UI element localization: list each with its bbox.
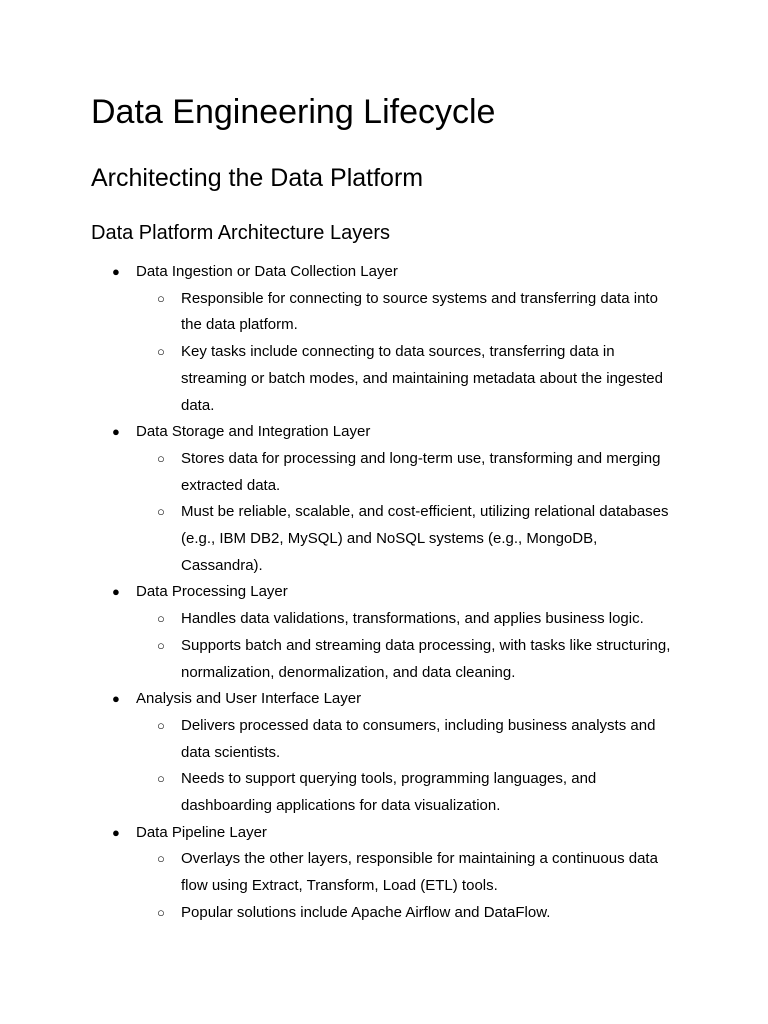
circle-bullet-icon: ○: [157, 504, 165, 520]
circle-bullet-icon: ○: [157, 771, 165, 787]
document-subtitle: Architecting the Data Platform: [91, 164, 424, 192]
layer-list: [0, 259, 768, 927]
layer-item: [0, 820, 768, 927]
layer-point: [0, 766, 676, 819]
layer-label: Data Ingestion or Data Collection Layer: [136, 263, 398, 280]
circle-bullet-icon: ○: [157, 290, 165, 306]
layer-label: Data Storage and Integration Layer: [136, 423, 371, 441]
circle-bullet-icon: ○: [157, 611, 165, 627]
bullet-icon: ●: [112, 264, 120, 279]
layer-point-text: Popular solutions include Apache Airflow and DataFlow.: [181, 903, 551, 921]
bullet-icon: ●: [112, 584, 120, 600]
layer-points: [0, 846, 768, 926]
layer-point-text: Overlays the other layers, responsible for maintaining a continuous data flow using Extract, Transform, Load (ETL) tools.: [181, 850, 658, 895]
layer-point-text: Handles data validations, transformations, and applies business logic.: [181, 610, 644, 628]
layer-point-text: Stores data for processing and long-term use, transforming and merging extracted data.: [181, 449, 661, 494]
layer-item: [0, 579, 768, 686]
layer-point: [0, 713, 676, 766]
layer-point: [0, 900, 676, 927]
layer-points: [0, 446, 768, 580]
layer-point-text: Delivers processed data to consumers, including business analysts and data scientists.: [181, 716, 656, 761]
layer-points: [0, 606, 768, 686]
bullet-icon: ●: [112, 424, 120, 440]
bullet-icon: ●: [112, 824, 120, 840]
layer-label: Analysis and User Interface Layer: [136, 690, 362, 708]
circle-bullet-icon: ○: [157, 637, 165, 653]
layer-item: [0, 686, 768, 820]
layer-point-text: Must be reliable, scalable, and cost-efficient, utilizing relational databases (e.g., IBM DB2, MySQL) and NoSQL systems (e.g., MongoDB, Cassandra).: [181, 503, 669, 574]
layer-points: [0, 286, 768, 420]
layer-point: [0, 286, 676, 339]
layer-point: [0, 339, 676, 419]
layer-point: [0, 499, 676, 579]
circle-bullet-icon: ○: [157, 904, 165, 920]
layer-point: [0, 846, 676, 899]
layer-item: [0, 419, 768, 579]
layer-point: [0, 446, 676, 499]
layer-point: [0, 633, 676, 686]
layer-points: [0, 713, 768, 820]
layer-item: [0, 259, 768, 419]
circle-bullet-icon: ○: [157, 851, 165, 867]
document-title: Data Engineering Lifecycle: [91, 93, 496, 131]
layer-point: [0, 606, 676, 633]
circle-bullet-icon: ○: [157, 717, 165, 733]
section-heading: Data Platform Architecture Layers: [91, 222, 391, 244]
bullet-icon: ●: [112, 691, 120, 707]
circle-bullet-icon: ○: [157, 344, 165, 360]
layer-label: Data Pipeline Layer: [136, 823, 267, 841]
layer-label: Data Processing Layer: [136, 583, 288, 601]
layer-point-text: Responsible for connecting to source systems and transferring data into the data platform.: [181, 289, 658, 334]
circle-bullet-icon: ○: [157, 450, 165, 466]
layer-point-text: Key tasks include connecting to data sources, transferring data in streaming or batch modes, and maintaining metadata about the ingested data.: [181, 343, 663, 414]
layer-point-text: Supports batch and streaming data processing, with tasks like structuring, normalization, denormalization, and data cleaning.: [181, 636, 671, 681]
layer-point-text: Needs to support querying tools, programming languages, and dashboarding applications for data visualization.: [181, 770, 597, 815]
